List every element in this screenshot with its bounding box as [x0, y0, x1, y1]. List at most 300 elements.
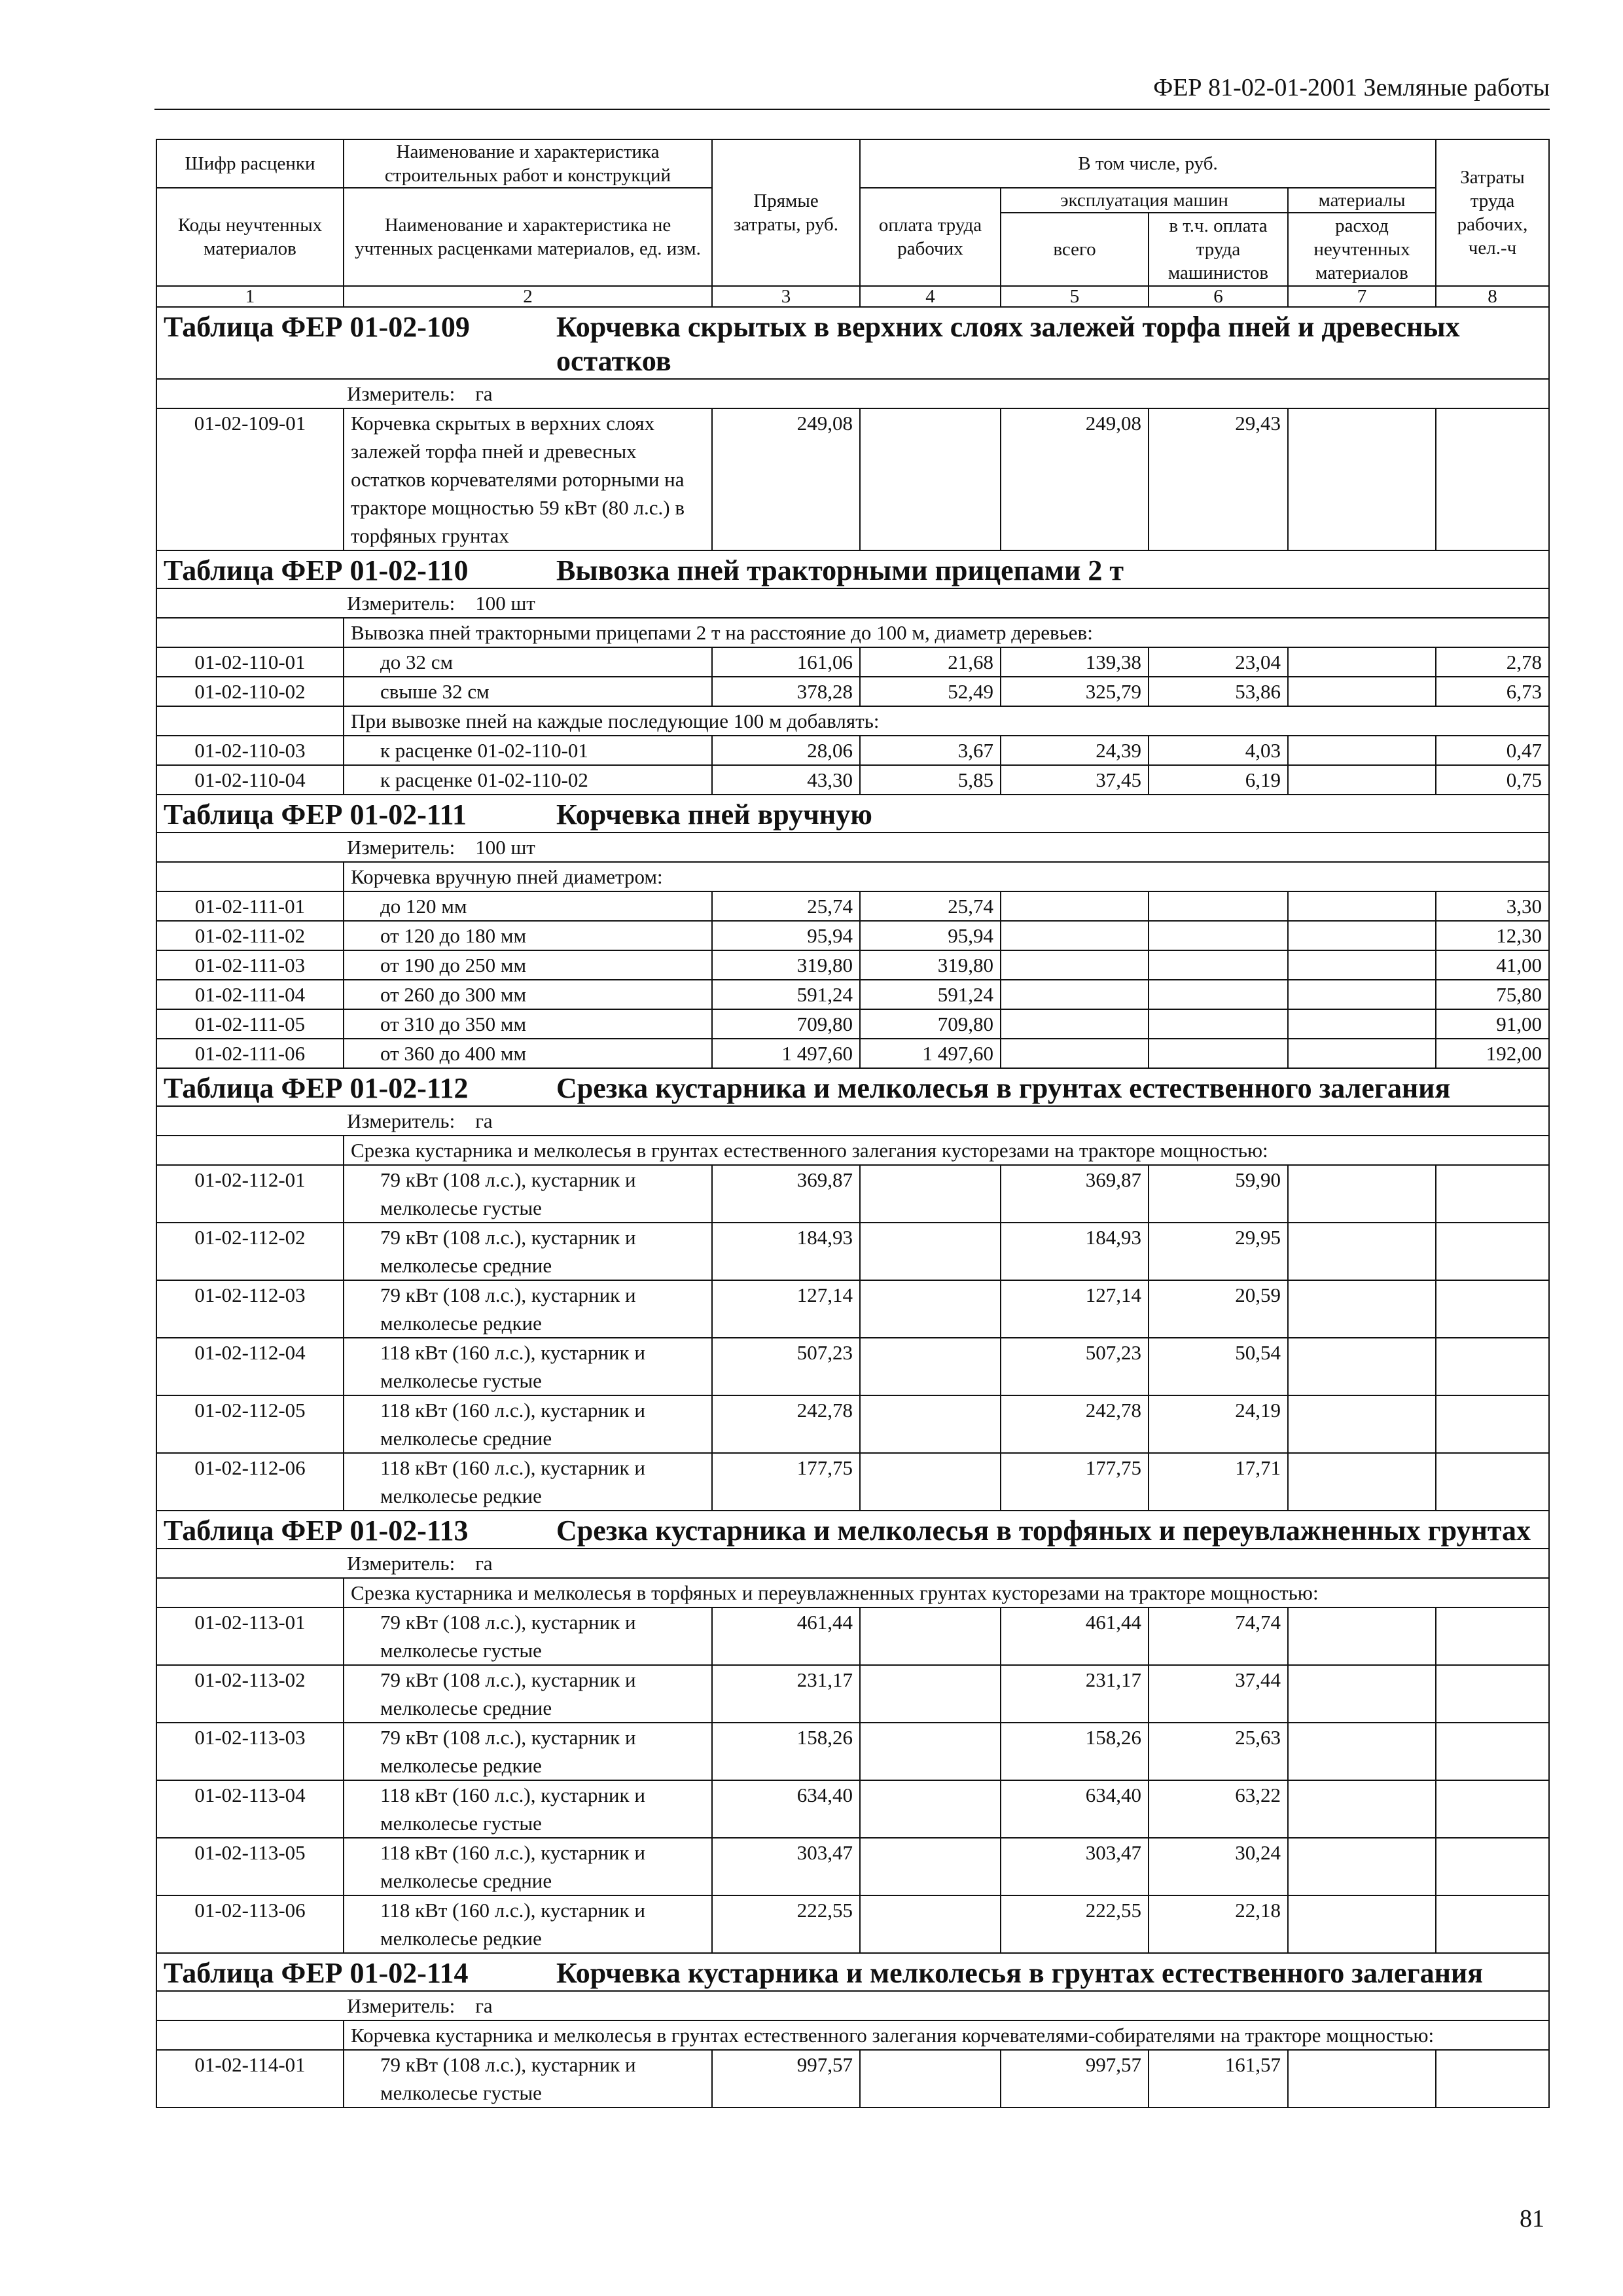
- rate-code: 01-02-112-04: [156, 1338, 344, 1395]
- table-row: [156, 408, 1549, 550]
- machine-cost: 222,55: [1001, 1895, 1149, 1953]
- section-note: При вывозке пней на каждые последующие 100 м добавлять:: [344, 706, 1549, 736]
- direct-cost: 378,28: [712, 677, 860, 706]
- table-row: [156, 2050, 1549, 2108]
- direct-cost: 249,08: [712, 408, 860, 550]
- rate-code: 01-02-112-02: [156, 1223, 344, 1280]
- table-title-cell: [156, 1511, 1549, 1549]
- direct-cost: 158,26: [712, 1723, 860, 1780]
- labor-cost: [860, 1280, 1001, 1338]
- rate-code: 01-02-111-05: [156, 1009, 344, 1039]
- page-number: 81: [1520, 2205, 1544, 2233]
- machinist-labor-cost: 30,24: [1149, 1838, 1288, 1895]
- measure-unit: га: [475, 382, 493, 405]
- table-title-cell: [156, 550, 1549, 588]
- table-title-row: [156, 307, 1549, 379]
- labor-hours: [1436, 1607, 1549, 1665]
- labor-hours: [1436, 1223, 1549, 1280]
- direct-cost: 591,24: [712, 980, 860, 1009]
- labor-hours: 75,80: [1436, 980, 1549, 1009]
- rate-code: 01-02-111-02: [156, 921, 344, 950]
- machinist-labor-cost: 23,04: [1149, 647, 1288, 677]
- labor-hours: [1436, 1895, 1549, 1953]
- table-number: Таблица ФЕР 01-02-110: [164, 554, 469, 586]
- rate-name: к расценке 01-02-110-01: [344, 736, 712, 765]
- table-title: [164, 1069, 1542, 1105]
- materials-consumption: [1288, 677, 1436, 706]
- table-title: [164, 1954, 1542, 1990]
- machinist-labor-cost: [1149, 921, 1288, 950]
- labor-cost: 1 497,60: [860, 1039, 1001, 1068]
- rate-name: 118 кВт (160 л.с.), кустарник и мелколесье редкие: [344, 1453, 712, 1511]
- table-name: Корчевка скрытых в верхних слоях залежей торфа пней и древесных остатков: [556, 311, 1460, 377]
- table-title: [164, 795, 1542, 832]
- direct-cost: 43,30: [712, 765, 860, 795]
- note-row: [156, 2020, 1549, 2050]
- machine-cost: 303,47: [1001, 1838, 1149, 1895]
- measure-unit: 100 шт: [475, 592, 535, 615]
- table-number: Таблица ФЕР 01-02-109: [164, 311, 470, 343]
- table-row: [156, 950, 1549, 980]
- direct-cost: 1 497,60: [712, 1039, 860, 1068]
- table-title: [164, 308, 1542, 378]
- note-row: [156, 1578, 1549, 1607]
- price-table-body: [156, 139, 1549, 2108]
- measure-row: [156, 1549, 1549, 1578]
- measure-unit: га: [475, 1994, 493, 2017]
- measure-cell: [156, 833, 1549, 862]
- machinist-labor-cost: [1149, 891, 1288, 921]
- rate-code: 01-02-110-01: [156, 647, 344, 677]
- labor-hours: 2,78: [1436, 647, 1549, 677]
- machinist-labor-cost: 161,57: [1149, 2050, 1288, 2108]
- machine-cost: 24,39: [1001, 736, 1149, 765]
- page-header-title: ФЕР 81-02-01-2001 Земляные работы: [1153, 74, 1550, 101]
- table-row: [156, 736, 1549, 765]
- col-name-header: Наименование и характеристика строительных работ и конструкций: [344, 139, 712, 188]
- rate-code: 01-02-112-01: [156, 1165, 344, 1223]
- machine-cost: 158,26: [1001, 1723, 1149, 1780]
- section-note: Срезка кустарника и мелколесья в торфяных и переувлажненных грунтах кусторезами на тракторе мощностью:: [344, 1578, 1549, 1607]
- labor-cost: 25,74: [860, 891, 1001, 921]
- measure-label: Измеритель:: [347, 382, 455, 405]
- rate-code: 01-02-112-03: [156, 1280, 344, 1338]
- measure-unit: га: [475, 1552, 493, 1575]
- rate-name: 118 кВт (160 л.с.), кустарник и мелколесье густые: [344, 1338, 712, 1395]
- direct-cost: 127,14: [712, 1280, 860, 1338]
- materials-consumption: [1288, 1009, 1436, 1039]
- rate-name: до 32 см: [344, 647, 712, 677]
- direct-cost: 95,94: [712, 921, 860, 950]
- rate-code: 01-02-113-02: [156, 1665, 344, 1723]
- measure-cell: [156, 379, 1549, 408]
- machine-cost: [1001, 1039, 1149, 1068]
- machinist-labor-cost: 74,74: [1149, 1607, 1288, 1665]
- table-name: Корчевка пней вручную: [556, 798, 872, 831]
- materials-consumption: [1288, 1453, 1436, 1511]
- col-materials-code-header: Коды неучтенных материалов: [156, 188, 344, 286]
- measure-label: Измеритель:: [347, 836, 455, 859]
- machine-cost: 507,23: [1001, 1338, 1149, 1395]
- machine-cost: 127,14: [1001, 1280, 1149, 1338]
- machinist-labor-cost: 22,18: [1149, 1895, 1288, 1953]
- col-direct-header: Прямые затраты, руб.: [712, 139, 860, 286]
- machinist-labor-cost: 29,43: [1149, 408, 1288, 550]
- materials-consumption: [1288, 891, 1436, 921]
- labor-hours: 0,47: [1436, 736, 1549, 765]
- table-title-row: [156, 795, 1549, 833]
- labor-hours: 0,75: [1436, 765, 1549, 795]
- labor-cost: [860, 1395, 1001, 1453]
- labor-cost: 591,24: [860, 980, 1001, 1009]
- direct-cost: 997,57: [712, 2050, 860, 2108]
- table-row: [156, 1780, 1549, 1838]
- measure-label: Измеритель:: [347, 1552, 455, 1575]
- table-row: [156, 1453, 1549, 1511]
- machine-cost: [1001, 891, 1149, 921]
- labor-cost: [860, 408, 1001, 550]
- labor-cost: [860, 1780, 1001, 1838]
- table-row: [156, 1723, 1549, 1780]
- section-note: Корчевка вручную пней диаметром:: [344, 862, 1549, 891]
- rate-code: 01-02-113-03: [156, 1723, 344, 1780]
- machine-cost: 139,38: [1001, 647, 1149, 677]
- table-number: Таблица ФЕР 01-02-113: [164, 1515, 469, 1547]
- measure-unit: га: [475, 1109, 493, 1132]
- rate-name: 118 кВт (160 л.с.), кустарник и мелколесье средние: [344, 1395, 712, 1453]
- measure-unit: 100 шт: [475, 836, 535, 859]
- price-table: [156, 139, 1550, 2108]
- machinist-labor-cost: 53,86: [1149, 677, 1288, 706]
- direct-cost: 25,74: [712, 891, 860, 921]
- labor-cost: 709,80: [860, 1009, 1001, 1039]
- machinist-labor-cost: [1149, 1009, 1288, 1039]
- direct-cost: 222,55: [712, 1895, 860, 1953]
- machine-cost: [1001, 921, 1149, 950]
- direct-cost: 177,75: [712, 1453, 860, 1511]
- rate-code: 01-02-113-06: [156, 1895, 344, 1953]
- col-machinist-labor-header: в т.ч. оплата труда машинистов: [1149, 213, 1288, 286]
- table-title: [164, 1511, 1542, 1548]
- materials-consumption: [1288, 1780, 1436, 1838]
- machinist-labor-cost: 20,59: [1149, 1280, 1288, 1338]
- machinist-labor-cost: [1149, 1039, 1288, 1068]
- materials-consumption: [1288, 980, 1436, 1009]
- rate-code: 01-02-114-01: [156, 2050, 344, 2108]
- rate-name: 79 кВт (108 л.с.), кустарник и мелколесье густые: [344, 1607, 712, 1665]
- labor-cost: [860, 1223, 1001, 1280]
- direct-cost: 28,06: [712, 736, 860, 765]
- table-title-row: [156, 1953, 1549, 1991]
- machinist-labor-cost: 6,19: [1149, 765, 1288, 795]
- section-note: Срезка кустарника и мелколесья в грунтах естественного залегания кусторезами на тракторе мощностью:: [344, 1136, 1549, 1165]
- direct-cost: 369,87: [712, 1165, 860, 1223]
- labor-hours: [1436, 1338, 1549, 1395]
- rate-name: от 120 до 180 мм: [344, 921, 712, 950]
- col-index: 8: [1436, 286, 1549, 307]
- table-row: [156, 1395, 1549, 1453]
- col-hours-header: Затраты труда рабочих, чел.-ч: [1436, 139, 1549, 286]
- table-row: [156, 1895, 1549, 1953]
- col-materials-name-header: Наименование и характеристика не учтенных расценками материалов, ед. изм.: [344, 188, 712, 286]
- labor-hours: 6,73: [1436, 677, 1549, 706]
- table-row: [156, 1009, 1549, 1039]
- rate-code: 01-02-110-02: [156, 677, 344, 706]
- machine-cost: 634,40: [1001, 1780, 1149, 1838]
- measure-label: Измеритель:: [347, 1109, 455, 1132]
- machinist-labor-cost: 63,22: [1149, 1780, 1288, 1838]
- labor-cost: 319,80: [860, 950, 1001, 980]
- note-spacer: [156, 706, 344, 736]
- table-row: [156, 891, 1549, 921]
- rate-code: 01-02-113-01: [156, 1607, 344, 1665]
- labor-hours: [1436, 408, 1549, 550]
- direct-cost: 231,17: [712, 1665, 860, 1723]
- machine-cost: [1001, 980, 1149, 1009]
- col-group-header: В том числе, руб.: [860, 139, 1436, 188]
- table-row: [156, 677, 1549, 706]
- labor-cost: [860, 1723, 1001, 1780]
- labor-hours: [1436, 1165, 1549, 1223]
- labor-hours: [1436, 1453, 1549, 1511]
- materials-consumption: [1288, 1280, 1436, 1338]
- labor-cost: 3,67: [860, 736, 1001, 765]
- col-code-header: Шифр расценки: [156, 139, 344, 188]
- direct-cost: 161,06: [712, 647, 860, 677]
- note-row: [156, 618, 1549, 647]
- rate-code: 01-02-110-03: [156, 736, 344, 765]
- header-divider: [154, 109, 1550, 110]
- measure-cell: [156, 1106, 1549, 1136]
- table-row: [156, 765, 1549, 795]
- col-index: 5: [1001, 286, 1149, 307]
- labor-hours: [1436, 1780, 1549, 1838]
- col-index: 1: [156, 286, 344, 307]
- machinist-labor-cost: 50,54: [1149, 1338, 1288, 1395]
- measure-cell: [156, 588, 1549, 618]
- labor-hours: 41,00: [1436, 950, 1549, 980]
- table-row: [156, 1223, 1549, 1280]
- labor-cost: [860, 1838, 1001, 1895]
- materials-consumption: [1288, 1723, 1436, 1780]
- machinist-labor-cost: 17,71: [1149, 1453, 1288, 1511]
- measure-row: [156, 379, 1549, 408]
- table-row: [156, 1665, 1549, 1723]
- rate-code: 01-02-113-04: [156, 1780, 344, 1838]
- col-index: 4: [860, 286, 1001, 307]
- rate-name: 79 кВт (108 л.с.), кустарник и мелколесье густые: [344, 2050, 712, 2108]
- rate-name: от 260 до 300 мм: [344, 980, 712, 1009]
- rate-code: 01-02-112-06: [156, 1453, 344, 1511]
- rate-name: свыше 32 см: [344, 677, 712, 706]
- labor-hours: [1436, 1395, 1549, 1453]
- labor-cost: [860, 1895, 1001, 1953]
- direct-cost: 461,44: [712, 1607, 860, 1665]
- table-number: Таблица ФЕР 01-02-114: [164, 1957, 469, 1989]
- labor-cost: [860, 1665, 1001, 1723]
- machinist-labor-cost: 59,90: [1149, 1165, 1288, 1223]
- rate-name: Корчевка скрытых в верхних слоях залежей торфа пней и древесных остатков корчевателями роторными на тракторе мощностью 59 кВт (80 л.с.) в торфяных грунтах: [344, 408, 712, 550]
- table-title-cell: [156, 1953, 1549, 1991]
- labor-cost: [860, 1165, 1001, 1223]
- note-row: [156, 862, 1549, 891]
- table-number: Таблица ФЕР 01-02-111: [164, 798, 467, 831]
- note-row: [156, 706, 1549, 736]
- materials-consumption: [1288, 950, 1436, 980]
- materials-consumption: [1288, 765, 1436, 795]
- rate-name: 79 кВт (108 л.с.), кустарник и мелколесье густые: [344, 1165, 712, 1223]
- labor-hours: [1436, 2050, 1549, 2108]
- materials-consumption: [1288, 1838, 1436, 1895]
- table-row: [156, 647, 1549, 677]
- machine-cost: 231,17: [1001, 1665, 1149, 1723]
- rate-name: от 360 до 400 мм: [344, 1039, 712, 1068]
- rate-name: до 120 мм: [344, 891, 712, 921]
- table-row: [156, 1607, 1549, 1665]
- labor-hours: [1436, 1723, 1549, 1780]
- rate-name: к расценке 01-02-110-02: [344, 765, 712, 795]
- section-note: Вывозка пней тракторными прицепами 2 т на расстояние до 100 м, диаметр деревьев:: [344, 618, 1549, 647]
- materials-consumption: [1288, 408, 1436, 550]
- materials-consumption: [1288, 1607, 1436, 1665]
- table-title-row: [156, 1511, 1549, 1549]
- col-materials-header: материалы: [1288, 188, 1436, 213]
- table-title-cell: [156, 1068, 1549, 1106]
- col-unaccounted-materials-header: расход неучтенных материалов: [1288, 213, 1436, 286]
- machine-cost: 249,08: [1001, 408, 1149, 550]
- section-note: Корчевка кустарника и мелколесья в грунтах естественного залегания корчевателями-собирателями на тракторе мощностью:: [344, 2020, 1549, 2050]
- note-spacer: [156, 618, 344, 647]
- rate-name: 79 кВт (108 л.с.), кустарник и мелколесье средние: [344, 1665, 712, 1723]
- table-name: Срезка кустарника и мелколесья в грунтах естественного залегания: [556, 1072, 1451, 1104]
- rate-code: 01-02-109-01: [156, 408, 344, 550]
- labor-hours: [1436, 1665, 1549, 1723]
- table-row: [156, 921, 1549, 950]
- machine-cost: 184,93: [1001, 1223, 1149, 1280]
- col-labor-header: оплата труда рабочих: [860, 188, 1001, 286]
- labor-cost: 95,94: [860, 921, 1001, 950]
- note-row: [156, 1136, 1549, 1165]
- table-title-row: [156, 550, 1549, 588]
- labor-cost: [860, 1453, 1001, 1511]
- labor-hours: 192,00: [1436, 1039, 1549, 1068]
- direct-cost: 242,78: [712, 1395, 860, 1453]
- measure-cell: [156, 1549, 1549, 1578]
- materials-consumption: [1288, 647, 1436, 677]
- col-machines-header: эксплуатация машин: [1001, 188, 1288, 213]
- machine-cost: [1001, 1009, 1149, 1039]
- machinist-labor-cost: 4,03: [1149, 736, 1288, 765]
- measure-row: [156, 833, 1549, 862]
- rate-code: 01-02-112-05: [156, 1395, 344, 1453]
- machine-cost: [1001, 950, 1149, 980]
- direct-cost: 507,23: [712, 1338, 860, 1395]
- table-title-cell: [156, 307, 1549, 379]
- rate-name: от 190 до 250 мм: [344, 950, 712, 980]
- measure-label: Измеритель:: [347, 1994, 455, 2017]
- col-index: 2: [344, 286, 712, 307]
- table-number: Таблица ФЕР 01-02-112: [164, 1072, 469, 1104]
- machine-cost: 325,79: [1001, 677, 1149, 706]
- rate-name: от 310 до 350 мм: [344, 1009, 712, 1039]
- labor-cost: [860, 1607, 1001, 1665]
- materials-consumption: [1288, 1895, 1436, 1953]
- materials-consumption: [1288, 1338, 1436, 1395]
- note-spacer: [156, 1578, 344, 1607]
- rate-code: 01-02-110-04: [156, 765, 344, 795]
- labor-hours: [1436, 1280, 1549, 1338]
- machinist-labor-cost: 24,19: [1149, 1395, 1288, 1453]
- materials-consumption: [1288, 1665, 1436, 1723]
- table-row: [156, 1838, 1549, 1895]
- machine-cost: 37,45: [1001, 765, 1149, 795]
- direct-cost: 319,80: [712, 950, 860, 980]
- table-name: Вывозка пней тракторными прицепами 2 т: [556, 554, 1124, 586]
- rate-name: 79 кВт (108 л.с.), кустарник и мелколесье редкие: [344, 1280, 712, 1338]
- rate-name: 118 кВт (160 л.с.), кустарник и мелколесье густые: [344, 1780, 712, 1838]
- table-row: [156, 980, 1549, 1009]
- direct-cost: 303,47: [712, 1838, 860, 1895]
- table-name: Срезка кустарника и мелколесья в торфяных и переувлажненных грунтах: [556, 1515, 1531, 1547]
- col-index: 6: [1149, 286, 1288, 307]
- table-row: [156, 1165, 1549, 1223]
- materials-consumption: [1288, 921, 1436, 950]
- labor-hours: 3,30: [1436, 891, 1549, 921]
- materials-consumption: [1288, 1223, 1436, 1280]
- table-row: [156, 1338, 1549, 1395]
- labor-hours: 91,00: [1436, 1009, 1549, 1039]
- rate-code: 01-02-111-01: [156, 891, 344, 921]
- machinist-labor-cost: [1149, 980, 1288, 1009]
- measure-row: [156, 588, 1549, 618]
- machine-cost: 461,44: [1001, 1607, 1149, 1665]
- col-machines-total-header: всего: [1001, 213, 1149, 286]
- labor-hours: 12,30: [1436, 921, 1549, 950]
- note-spacer: [156, 1136, 344, 1165]
- rate-code: 01-02-111-03: [156, 950, 344, 980]
- measure-cell: [156, 1991, 1549, 2020]
- machinist-labor-cost: 37,44: [1149, 1665, 1288, 1723]
- rate-name: 79 кВт (108 л.с.), кустарник и мелколесье средние: [344, 1223, 712, 1280]
- note-spacer: [156, 2020, 344, 2050]
- materials-consumption: [1288, 1395, 1436, 1453]
- rate-code: 01-02-111-06: [156, 1039, 344, 1068]
- direct-cost: 184,93: [712, 1223, 860, 1280]
- rate-code: 01-02-113-05: [156, 1838, 344, 1895]
- machine-cost: 177,75: [1001, 1453, 1149, 1511]
- labor-cost: [860, 1338, 1001, 1395]
- machine-cost: 369,87: [1001, 1165, 1149, 1223]
- labor-cost: 52,49: [860, 677, 1001, 706]
- measure-label: Измеритель:: [347, 592, 455, 615]
- measure-row: [156, 1106, 1549, 1136]
- materials-consumption: [1288, 2050, 1436, 2108]
- labor-hours: [1436, 1838, 1549, 1895]
- materials-consumption: [1288, 1165, 1436, 1223]
- machinist-labor-cost: 25,63: [1149, 1723, 1288, 1780]
- rate-code: 01-02-111-04: [156, 980, 344, 1009]
- direct-cost: 634,40: [712, 1780, 860, 1838]
- rate-name: 79 кВт (108 л.с.), кустарник и мелколесье редкие: [344, 1723, 712, 1780]
- col-index: 3: [712, 286, 860, 307]
- table-name: Корчевка кустарника и мелколесья в грунтах естественного залегания: [556, 1957, 1484, 1989]
- materials-consumption: [1288, 1039, 1436, 1068]
- labor-cost: 21,68: [860, 647, 1001, 677]
- table-title-cell: [156, 795, 1549, 833]
- labor-cost: 5,85: [860, 765, 1001, 795]
- table-title: [164, 551, 1542, 588]
- labor-cost: [860, 2050, 1001, 2108]
